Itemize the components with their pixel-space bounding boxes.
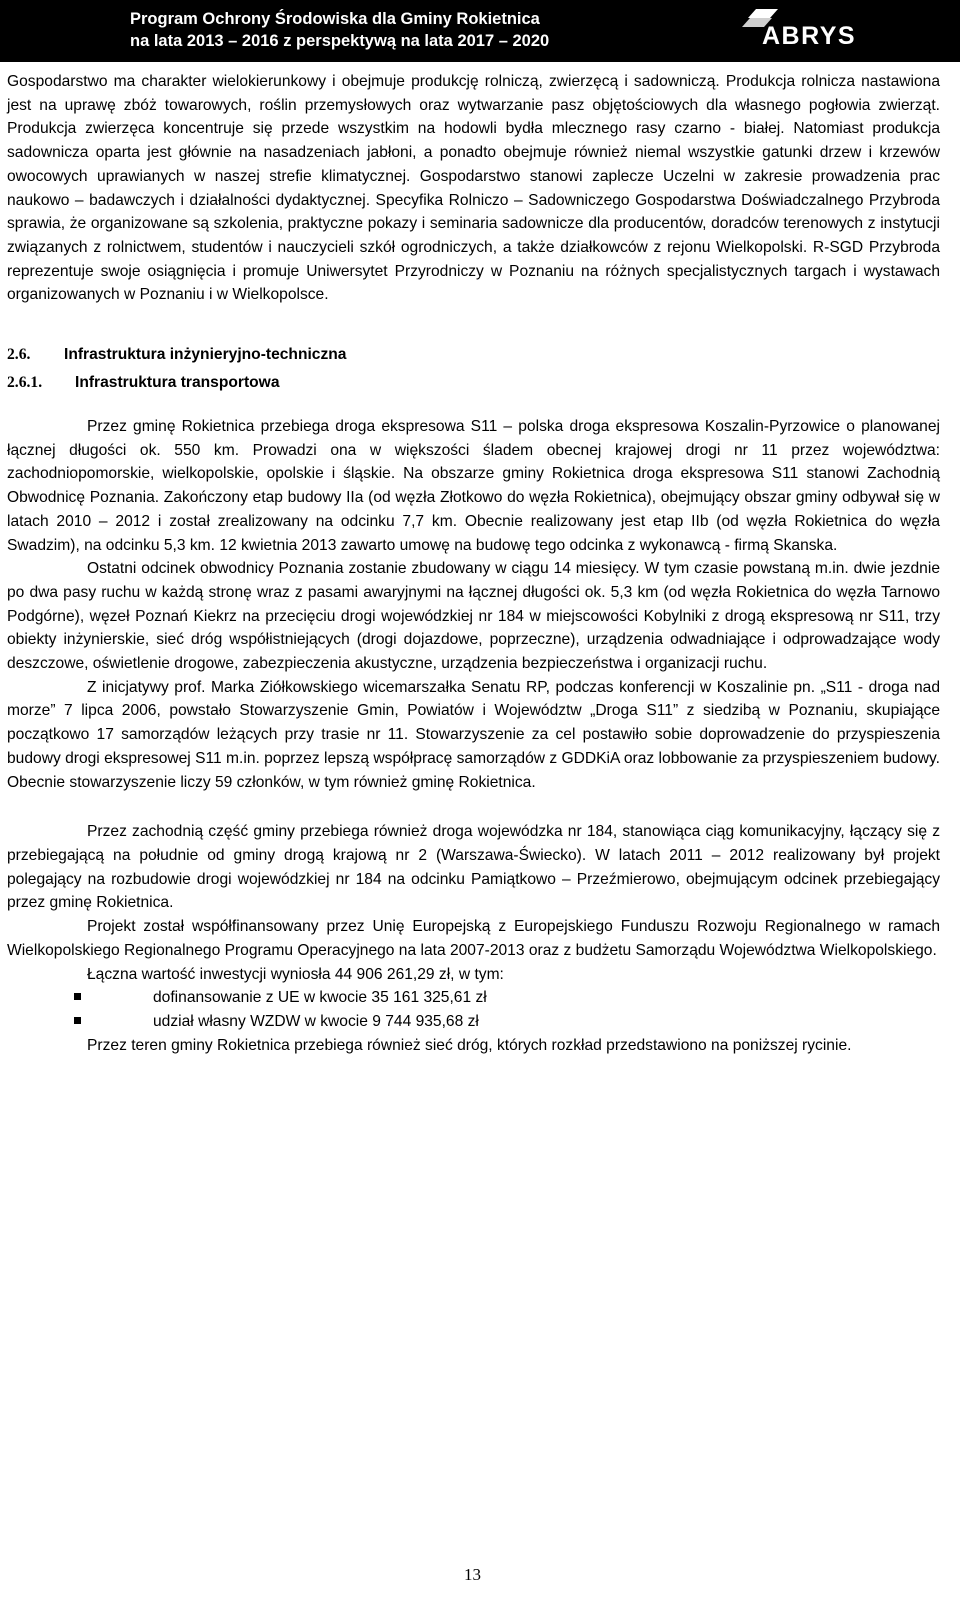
section-heading [7,343,940,367]
document-header [0,0,960,62]
investment-total-paragraph: Łączna wartość inwestycji wyniosła 44 906 261,29 zł, w tym: [87,965,504,983]
road-184-paragraph: Przez zachodnią część gminy przebiega również droga wojewódzka nr 184, stanowiąca ciąg komunikacyjny, łączący się z przebiegającą na południe od gminy drogą krajową nr 2 (Warszawa-Świecko). W latach 2011 – 2012 realizowany był projekt polegający na rozbudowie drogi wojewódzkiej nr 184 na odcinku Pamiątkowo – Przeźmierowo, obejmującym odcinek przebiegający przez gminę Rokietnica. [7,823,940,912]
subsection-heading [7,371,940,395]
header-title-line-2: na lata 2013 – 2016 z perspektywą na lata 2017 – 2020 [130,32,550,50]
logo-text: ABRYS [762,22,857,50]
abrys-logo [742,6,922,56]
s11-association-paragraph: Z inicjatywy prof. Marka Ziółkowskiego wicemarszałka Senatu RP, podczas konferencji w Koszalinie pn. „S11 - droga nad morze” 7 lipca 2006, powstało Stowarzyszenie Gmin, Powiatów i Województw „Droga S11” z siedzibą w Poznaniu, skupiające początkowo 17 samorządów leżących przy trasie nr 11. Stowarzyszenie za cel postawiło sobie doprowadzenie do przyspieszenia budowy drogi ekspresowej S11 m.in. poprzez lepszą współpracę samorządów z GDDKiA oraz lobbowanie za przyspieszeniem budowy. Obecnie stowarzyszenie liczy 59 członków, w tym również gminę Rokietnica. [7,678,940,791]
bypass-construction-paragraph: Ostatni odcinek obwodnicy Poznania zostanie zbudowany w ciągu 14 miesięcy. W tym czasie powstaną m.in. dwie jezdnie po dwa pasy ruchu w każdą stronę wraz z pasami awaryjnymi na łącznej długości ok. 5,3 km (od węzła Rokietnica do węzła Tarnowo Podgórne), węzeł Poznań Kiekrz na przecięciu drogi wojewódzkiej nr 184 w miejscowości Kobylniki z drogą ekspresową nr S11, trzy obiekty inżynierskie, sieć dróg współistniejących (drogi dojazdowe, poprzeczne), urządzenia odwadniające i odprowadzające wody deszczowe, oświetlenie drogowe, zabezpieczenia akustyczne, urządzenia bezpieczeństwa i organizacji ruchu. [7,560,940,673]
list-item: udział własny WZDW w kwocie 9 744 935,68 zł [74,1010,940,1034]
document-body [7,70,940,1057]
section-title: Infrastruktura inżynieryjno-techniczna [64,346,347,364]
header-title-line-1: Program Ochrony Środowiska dla Gminy Rokietnica [130,10,540,28]
road-network-paragraph: Przez teren gminy Rokietnica przebiega również sieć dróg, których rozkład przedstawiono na poniższej rycinie. [87,1036,852,1054]
funding-list [7,986,940,1033]
farm-description-paragraph: Gospodarstwo ma charakter wielokierunkowy i obejmuje produkcję rolniczą, zwierzęcą i sadowniczą. Produkcja rolnicza nastawiona jest na uprawę zbóż towarowych, roślin przemysłowych oraz wytwarzanie pasz objętościowych dla własnego pogłowia zwierząt. Produkcja zwierzęca koncentruje się przede wszystkim na hodowli bydła mlecznego rasy czarno - białej. Natomiast produkcja sadownicza oparta jest głównie na nasadzeniach jabłoni, a ponadto obejmuje również niemal wszystkie gatunki drzew i krzewów owocowych uprawianych w naszej strefie klimatycznej. Gospodarstwo stanowi zaplecze Uczelni w zakresie prowadzenia prac naukowo – badawczych i działalności dydaktycznej. Specyfika Rolniczo – Sadowniczego Gospodarstwa Doświadczalnego Przybroda sprawia, że organizowane są szkolenia, praktyczne pokazy i seminaria sadownicze dla producentów, doradców terenowych z instytucji związanych z rolnictwem, studentów i nauczycieli szkół ogrodniczych, a także działkowców z rejonu Wielkopolski. R-SGD Przybroda reprezentuje swoje osiągnięcia i promuje Uniwersytet Przyrodniczy w Poznaniu na różnych specjalistycznych targach i wystawach organizowanych w Poznaniu i w Wielkopolsce. [7,73,940,304]
subsection-title: Infrastruktura transportowa [75,374,280,392]
section-number: 2.6. [7,346,31,364]
eu-funding-paragraph: Projekt został współfinansowany przez Unię Europejską z Europejskiego Funduszu Rozwoju Regionalnego w ramach Wielkopolskiego Regionalnego Programu Operacyjnego na lata 2007-2013 oraz z budżetu Samorządu Województwa Wielkopolskiego. [7,918,940,959]
header-title [130,8,549,52]
subsection-number: 2.6.1. [7,374,43,392]
page-number: 13 [464,1565,481,1584]
list-item: dofinansowanie z UE w kwocie 35 161 325,61 zł [74,986,940,1010]
s11-expressway-paragraph: Przez gminę Rokietnica przebiega droga ekspresowa S11 – polska droga ekspresowa Koszalin-Pyrzowice o planowanej łącznej długości ok. 550 km. Prowadzi ona w większości śladem obecnej krajowej drogi nr 11 przez województwa: zachodniopomorskie, wielkopolskie, opolskie i śląskie. Na obszarze gminy Rokietnica droga ekspresowa S11 stanowi Zachodnią Obwodnicę Poznania. Zakończony etap budowy IIa (od węzła Złotkowo do węzła Rokietnica), obejmujący obszar gminy odbywał się w latach 2010 – 2012 i został zrealizowany na odcinku 7,7 km. Obecnie realizowany jest etap IIb (od węzła Rokietnica do węzła Swadzim), na odcinku 5,3 km. 12 kwietnia 2013 zawarto umowę na budowę tego odcinka z wykonawcą - firmą Skanska. [7,418,940,554]
